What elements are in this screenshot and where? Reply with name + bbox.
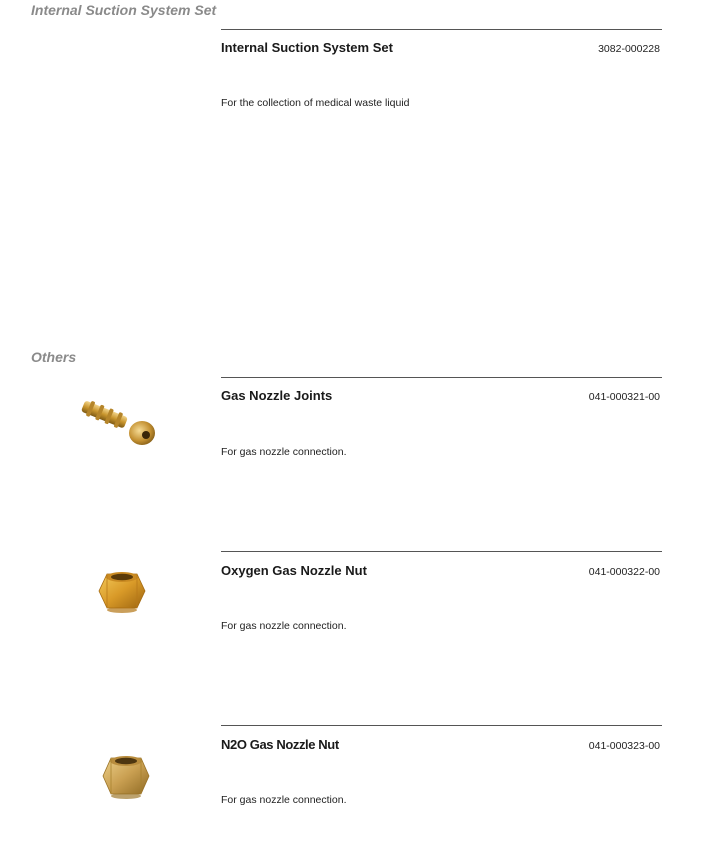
product-description: For gas nozzle connection.	[221, 794, 347, 806]
brass-hex-nut-icon	[97, 568, 147, 614]
product-code: 3082-000228	[598, 43, 660, 55]
product-name: Internal Suction System Set	[221, 40, 393, 55]
product-name: Oxygen Gas Nozzle Nut	[221, 563, 367, 578]
product-entry	[221, 377, 662, 458]
brass-hose-barb-fitting-icon	[76, 394, 160, 448]
section-title: Others	[31, 349, 77, 365]
divider-rule	[221, 29, 662, 30]
brass-hex-nut-icon	[100, 752, 152, 800]
divider-rule	[221, 551, 662, 552]
product-name: Gas Nozzle Joints	[221, 388, 333, 403]
product-entry	[221, 551, 662, 632]
product-code: 041-000321-00	[588, 391, 660, 403]
product-name: N2O Gas Nozzle Nut	[221, 737, 339, 752]
divider-rule	[221, 377, 662, 378]
product-code: 041-000322-00	[588, 566, 660, 578]
divider-rule	[221, 725, 662, 726]
product-code: 041-000323-00	[588, 740, 660, 752]
product-entry	[221, 725, 662, 806]
product-description: For gas nozzle connection.	[221, 446, 347, 458]
product-entry	[221, 29, 662, 109]
section-title: Internal Suction System Set	[31, 2, 217, 18]
product-description: For gas nozzle connection.	[221, 620, 347, 632]
product-description: For the collection of medical waste liquid	[221, 97, 410, 109]
